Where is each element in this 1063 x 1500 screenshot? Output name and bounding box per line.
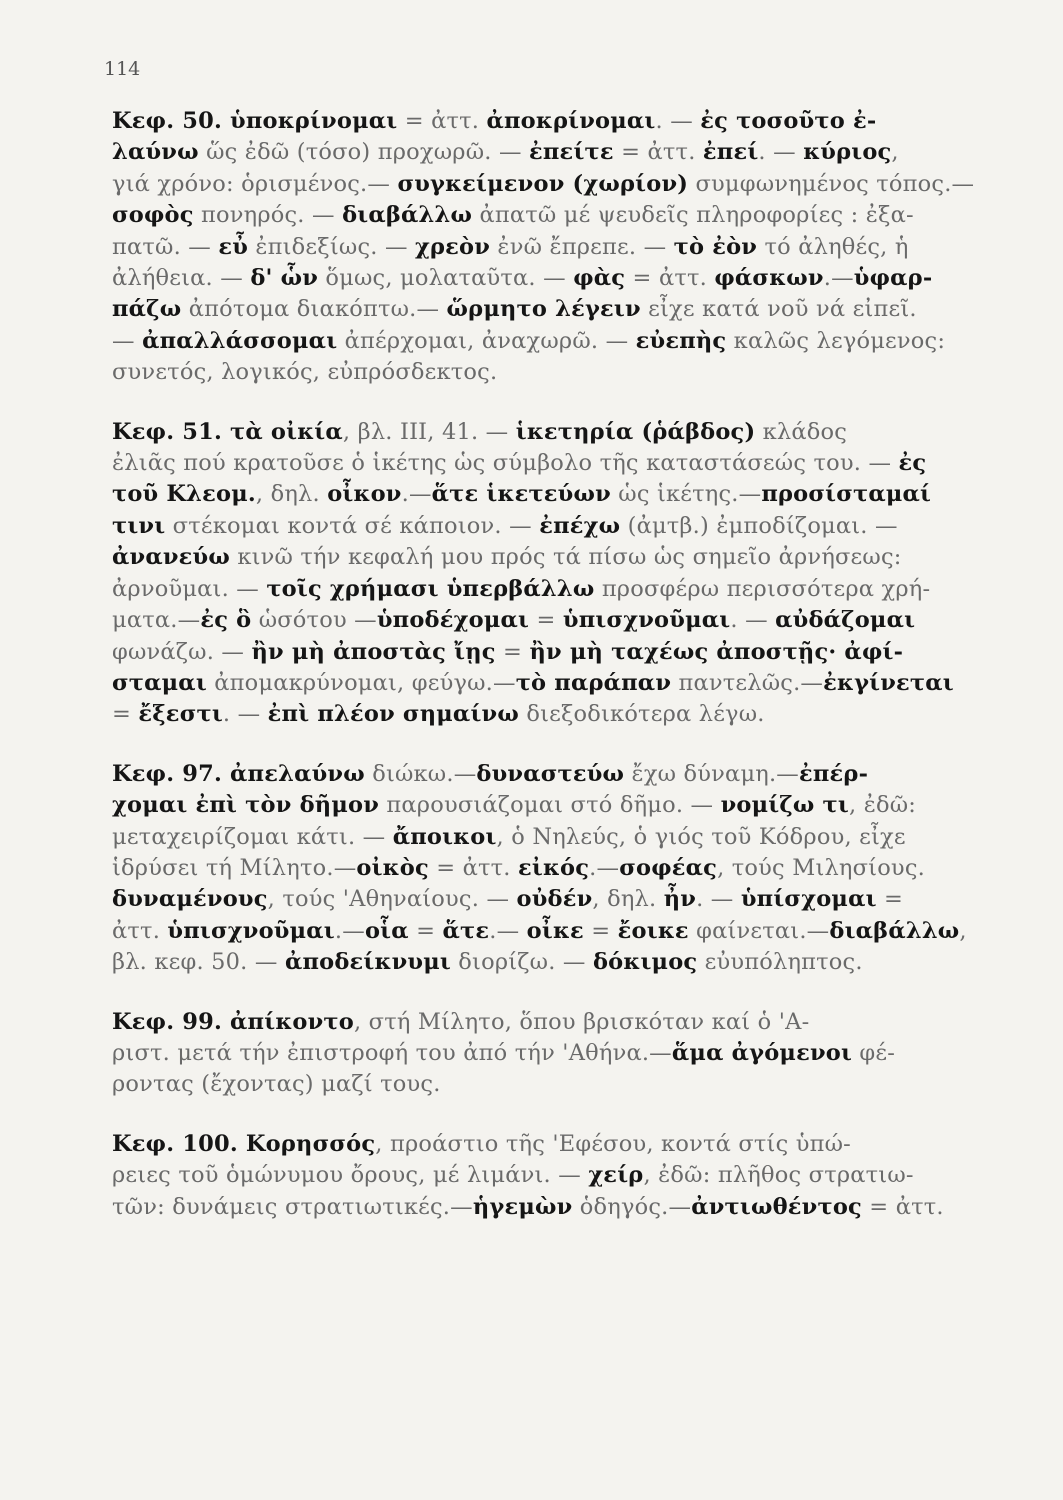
gloss-text: , δηλ. xyxy=(592,886,664,913)
headword: ἅτε xyxy=(442,917,490,944)
gloss-text: = ἀττ. xyxy=(397,108,487,134)
headword: τὸ ἐὸν xyxy=(673,233,758,260)
gloss-text: ροντας (ἔχοντας) μαζί τους. xyxy=(112,1071,441,1098)
headword: Κεφ. 97. xyxy=(112,760,231,787)
gloss-text: κινῶ τήν κεφαλή μου πρός τά πίσω ὡς σημεῖο ἀρνήσεως: xyxy=(229,544,902,571)
gloss-text: — xyxy=(112,327,143,354)
headword: ἢν μὴ ἀποστὰς ἴῃς xyxy=(251,638,496,665)
gloss-text: ἀπέρχομαι, ἀναχωρῶ. — xyxy=(337,327,636,354)
headword: ἀνανεύω xyxy=(112,544,230,571)
headword: οἶκε xyxy=(526,917,584,944)
headword: συγκείμενον (χωρίον) xyxy=(397,170,689,197)
headword: ὑφαρ- xyxy=(853,265,933,292)
headword: οἰκὸς xyxy=(356,854,429,881)
headword: ὑπισχνοῦμαι xyxy=(562,607,731,634)
gloss-text: εὐυπόληπτος. xyxy=(697,949,863,976)
headword: ἀπαλλάσσομαι xyxy=(142,327,338,354)
headword: νομίζω τι xyxy=(720,792,849,819)
text-line xyxy=(112,759,992,790)
gloss-text: ἔχω δύναμη.— xyxy=(624,760,799,787)
page-number: 114 xyxy=(104,58,141,80)
text-line xyxy=(112,479,992,510)
headword: ἦν xyxy=(663,886,697,913)
gloss-text: . — xyxy=(222,701,268,728)
text-line xyxy=(112,853,992,884)
headword: αὐδάζομαι xyxy=(775,607,916,634)
glossary-entry xyxy=(112,759,992,979)
headword: ἔξεστι xyxy=(138,701,223,728)
headword: χείρ xyxy=(588,1162,644,1189)
headword: ἢν μὴ ταχέως ἀποστῇς· ἀφί- xyxy=(529,638,904,665)
text-line xyxy=(112,574,992,605)
gloss-text: ὅμως, μολαταῦτα. — xyxy=(318,265,574,292)
text-line xyxy=(112,1038,992,1069)
headword: δόκιμος xyxy=(592,949,698,976)
gloss-text: ὡς ἱκέτης.— xyxy=(610,481,762,508)
gloss-text: = ἀττ. xyxy=(625,265,715,292)
gloss-text: , τούς 'Αθηναίους. — xyxy=(267,886,517,913)
text-line xyxy=(112,1160,992,1191)
text-line xyxy=(112,357,992,388)
headword: ἀπίκοντο xyxy=(230,1008,354,1035)
headword: σοφὸς xyxy=(112,202,194,229)
gloss-text: . — xyxy=(730,607,776,634)
headword: σταμαι xyxy=(112,669,207,696)
gloss-text: ἱδρύσει τή Μίλητο.— xyxy=(112,854,357,881)
gloss-text: φαίνεται.— xyxy=(688,917,830,944)
gloss-text: .— xyxy=(334,917,365,944)
headword: εὖ xyxy=(218,233,249,260)
gloss-text: = ἀττ. xyxy=(613,139,703,166)
headword: ἀπελαύνω xyxy=(230,760,365,787)
text-line xyxy=(112,448,992,479)
headword: ὑπίσχομαι xyxy=(740,886,877,913)
headword: ἐπέχω xyxy=(539,512,621,539)
gloss-text: ἐπιδεξίως. — xyxy=(248,233,416,260)
gloss-text: , ἐδῶ: πλῆθος στρατιω- xyxy=(643,1162,914,1189)
headword: ἐκγίνεται xyxy=(823,669,954,696)
gloss-text: ὡσότου — xyxy=(251,607,377,634)
gloss-text: γιά χρόνο: ὁρισμένος.— xyxy=(112,170,398,197)
text-line xyxy=(112,916,992,947)
headword: οἶκον xyxy=(327,481,402,508)
text-line xyxy=(112,294,992,325)
gloss-text: . — xyxy=(655,108,701,134)
gloss-text: ἀπομακρύνομαι, φεύγω.— xyxy=(206,669,516,696)
headword: χρεὸν xyxy=(415,233,491,260)
gloss-text: πονηρός. — xyxy=(193,202,343,229)
headword: δυναμένους xyxy=(112,886,268,913)
gloss-text: = xyxy=(495,638,530,665)
gloss-text: συνετός, λογικός, εὐπρόσδεκτος. xyxy=(112,359,498,386)
gloss-text: μεταχειρίζομαι κάτι. — xyxy=(112,823,393,850)
gloss-text: , xyxy=(891,139,899,166)
gloss-text: παρουσιάζομαι στό δῆμο. — xyxy=(379,792,721,819)
headword: ἔοικε xyxy=(617,917,689,944)
gloss-text: .— xyxy=(823,265,854,292)
headword: ἐπὶ πλέον σημαίνω xyxy=(267,701,519,728)
text-line xyxy=(112,106,992,137)
text-line xyxy=(112,326,992,357)
text-line xyxy=(112,511,992,542)
gloss-text: προσφέρω περισσότερα χρή- xyxy=(594,575,931,602)
gloss-text: κλάδος xyxy=(755,418,848,445)
headword: Κεφ. 51. xyxy=(112,418,231,445)
text-line xyxy=(112,605,992,636)
gloss-text: ἐνῶ ἔπρεπε. — xyxy=(490,233,674,260)
gloss-text: , τούς Μιλησίους. xyxy=(717,854,925,881)
headword: ἅτε ἱκετεύων xyxy=(431,481,611,508)
headword: ὑπισχνοῦμαι xyxy=(167,917,335,944)
text-line xyxy=(112,542,992,573)
headword: Κεφ. 100. xyxy=(112,1130,246,1157)
gloss-text: , ἐδῶ: xyxy=(848,792,917,819)
gloss-text: (ἀμτβ.) ἐμποδίζομαι. — xyxy=(620,512,898,539)
gloss-text: φέ- xyxy=(852,1039,896,1066)
gloss-text: ἀπατῶ μέ ψευδεῖς πληροφορίες : ἐξα- xyxy=(472,202,914,229)
headword: ὑποδέχομαι xyxy=(376,607,530,634)
gloss-text: ἀρνοῦμαι. — xyxy=(112,575,267,602)
gloss-text: στέκομαι κοντά σέ κάποιον. — xyxy=(165,512,540,539)
headword: Κεφ. 99. xyxy=(112,1008,231,1035)
gloss-text: διεξοδικότερα λέγω. xyxy=(518,701,765,728)
gloss-text: φωνάζω. — xyxy=(112,638,252,665)
gloss-text: = xyxy=(112,701,139,728)
headword: Κορησσός xyxy=(245,1130,376,1157)
headword: διαβάλλω xyxy=(829,917,960,944)
gloss-text: , δηλ. xyxy=(255,481,328,508)
headword: ἐπεί xyxy=(702,139,759,166)
gloss-text: . — xyxy=(758,139,804,166)
gloss-text: εἶχε κατά νοῦ νά εἰπεῖ. xyxy=(640,296,917,323)
gloss-text: , xyxy=(959,917,967,944)
headword: διαβάλλω xyxy=(342,202,473,229)
gloss-text: τῶν: δυνάμεις στρατιωτικές.— xyxy=(112,1193,473,1220)
headword: τὸ παράπαν xyxy=(515,669,672,696)
headword: σοφέας xyxy=(619,854,718,881)
gloss-text: .— xyxy=(401,481,432,508)
text-line xyxy=(112,790,992,821)
text-line xyxy=(112,1007,992,1038)
headword: λαύνω xyxy=(112,139,199,166)
headword: ἐπέρ- xyxy=(799,760,869,787)
headword: ἡγεμὼν xyxy=(472,1193,573,1220)
gloss-text: = xyxy=(408,917,443,944)
gloss-text: διορίζω. — xyxy=(450,949,593,976)
headword: εὐεπὴς xyxy=(635,327,727,354)
gloss-text: = ἀττ. xyxy=(861,1193,944,1220)
headword: ἄποικοι xyxy=(392,823,497,850)
headword: δ' ὧν xyxy=(250,265,319,292)
gloss-text: . — xyxy=(696,886,741,913)
gloss-text: .— xyxy=(489,917,527,944)
headword: τὰ οἰκία xyxy=(230,418,343,445)
headword: προσίσταμαί xyxy=(761,481,932,508)
headword: κύριος xyxy=(803,139,892,166)
headword: ἐπείτε xyxy=(529,139,614,166)
gloss-text: = xyxy=(529,607,563,634)
gloss-text: , βλ. III, 41. — xyxy=(342,418,516,445)
headword: ὥρμητο λέγειν xyxy=(446,296,641,323)
text-line xyxy=(112,263,992,294)
text-line xyxy=(112,699,992,730)
headword: ἀποδείκνυμι xyxy=(284,949,451,976)
headword: φὰς xyxy=(573,265,626,292)
headword: χομαι ἐπὶ τὸν δῆμον xyxy=(112,792,380,819)
text-line xyxy=(112,668,992,699)
gloss-text: ἀττ. xyxy=(112,917,168,944)
headword: ὑποκρίνομαι xyxy=(230,108,398,134)
text-line xyxy=(112,822,992,853)
gloss-text: ματα.— xyxy=(112,607,201,634)
gloss-text: ὥς ἐδῶ (τόσο) προχωρῶ. — xyxy=(198,139,530,166)
gloss-text: = ἀττ. xyxy=(428,854,519,881)
glossary-entry xyxy=(112,106,992,389)
headword: ἐς ὃ xyxy=(200,607,252,634)
gloss-text: συμφωνημένος τόπος.— xyxy=(688,170,975,197)
gloss-text: βλ. κεφ. 50. — xyxy=(112,949,285,976)
glossary-entry xyxy=(112,417,992,731)
text-line xyxy=(112,1192,992,1223)
text-line xyxy=(112,884,992,915)
headword: πάζω xyxy=(112,296,182,323)
headword: ἱκετηρία (ῥάβδος) xyxy=(515,418,756,445)
gloss-text: = xyxy=(876,886,904,913)
gloss-text: .— xyxy=(589,854,620,881)
text-line xyxy=(112,137,992,168)
gloss-text: τό ἀληθές, ἡ xyxy=(757,233,909,260)
text-line xyxy=(112,169,992,200)
headword: ἅμα ἀγόμενοι xyxy=(671,1039,853,1066)
text-line xyxy=(112,947,992,978)
text-line xyxy=(112,1069,992,1100)
text-line xyxy=(112,1129,992,1160)
headword: φάσκων xyxy=(714,265,824,292)
glossary-entries xyxy=(112,106,992,1251)
headword: δυναστεύω xyxy=(476,760,625,787)
headword: τοῖς χρήμασι ὑπερβάλλω xyxy=(266,575,595,602)
text-line xyxy=(112,200,992,231)
headword: ἐς τοσοῦτο ἐ- xyxy=(700,108,877,134)
glossary-entry xyxy=(112,1007,992,1101)
headword: εἰκός xyxy=(518,854,590,881)
gloss-text: ἀλήθεια. — xyxy=(112,265,251,292)
headword: οἷα xyxy=(364,917,409,944)
gloss-text: παντελῶς.— xyxy=(671,669,824,696)
gloss-text: ὁδηγός.— xyxy=(572,1193,692,1220)
headword: ἀντιωθέντος xyxy=(691,1193,862,1220)
gloss-text: , στή Μίλητο, ὅπου βρισκόταν καί ὁ 'Α- xyxy=(353,1008,810,1035)
gloss-text: ἀπότομα διακόπτω.— xyxy=(181,296,447,323)
text-line xyxy=(112,637,992,668)
gloss-text: καλῶς λεγόμενος: xyxy=(726,327,946,354)
headword: οὐδέν xyxy=(516,886,593,913)
gloss-text: ἐλιᾶς πού κρατοῦσε ὁ ἱκέτης ὡς σύμβολο τῆς καταστάσεώς του. — xyxy=(112,450,899,477)
text-line xyxy=(112,417,992,448)
text-line xyxy=(112,232,992,263)
gloss-text: πατῶ. — xyxy=(112,233,219,260)
headword: ἐς xyxy=(898,450,927,477)
gloss-text: διώκω.— xyxy=(364,760,477,787)
gloss-text: , προάστιο τῆς 'Εφέσου, κοντά στίς ὑπώ- xyxy=(375,1130,851,1157)
headword: Κεφ. 50. xyxy=(112,108,231,134)
glossary-entry xyxy=(112,1129,992,1223)
gloss-text: ριστ. μετά τήν ἐπιστροφή του ἀπό τήν 'Αθήνα.— xyxy=(112,1039,672,1066)
gloss-text: = xyxy=(583,917,618,944)
headword: τινι xyxy=(112,512,166,539)
headword: τοῦ Κλεομ. xyxy=(112,481,256,508)
gloss-text: , ὁ Νηλεύς, ὁ γιός τοῦ Κόδρου, εἶχε xyxy=(496,823,906,850)
headword: ἀποκρίνομαι xyxy=(486,108,656,134)
gloss-text: ρειες τοῦ ὁμώνυμου ὄρους, μέ λιμάνι. — xyxy=(112,1162,589,1189)
